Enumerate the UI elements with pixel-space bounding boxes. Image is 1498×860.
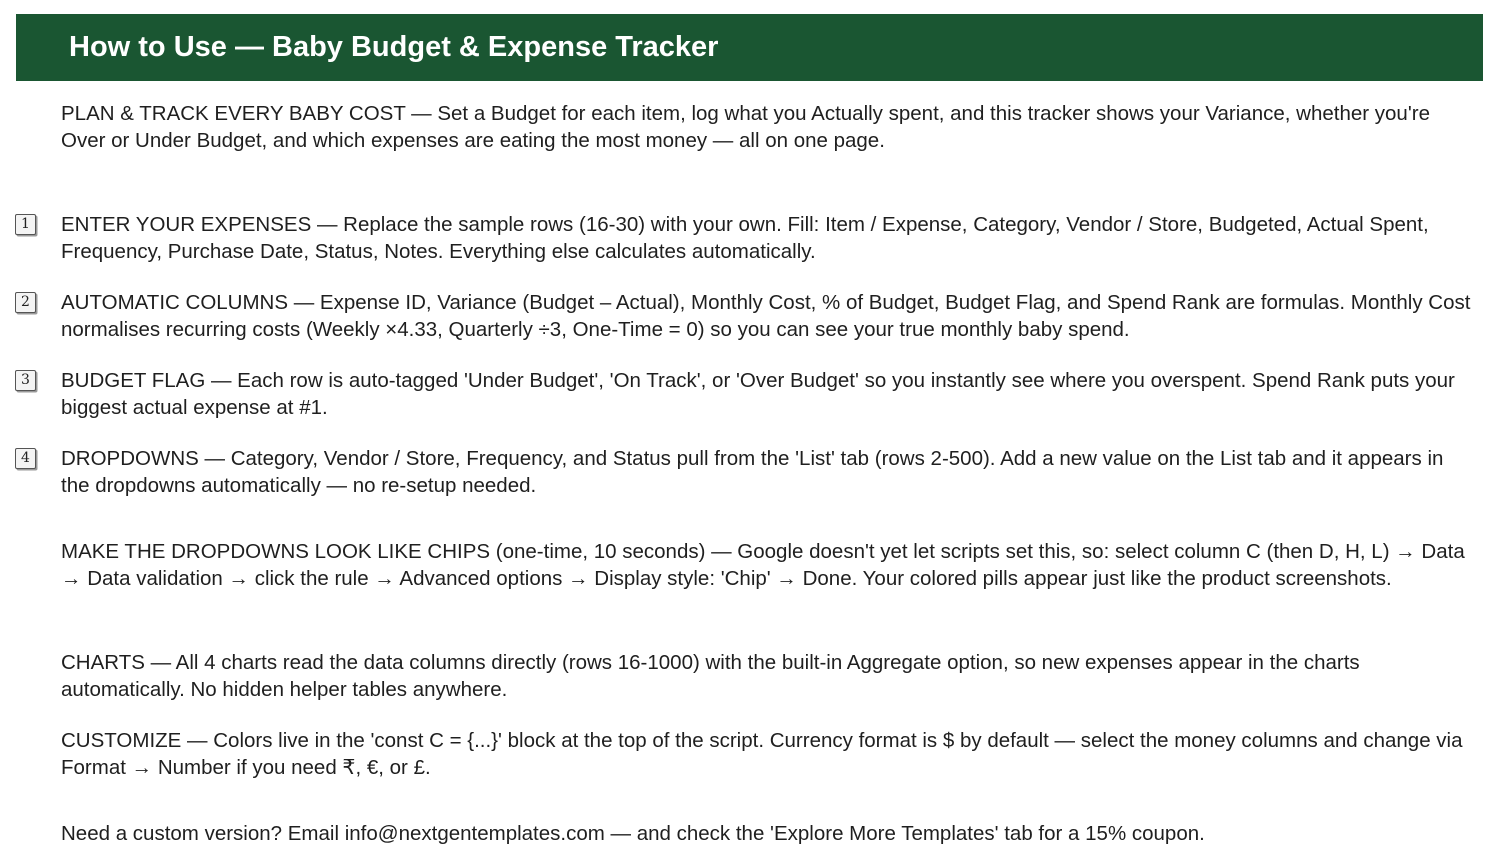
chips-note: MAKE THE DROPDOWNS LOOK LIKE CHIPS (one-time, 10 seconds) — Google doesn't yet let scripts set this, so: select column C (then D, H, L) → Data → Data validation → click the rule → Advanced options → Display style: 'Chip' → Done. Your colored pills appear just like the product screenshots. (61, 540, 1465, 590)
charts-note: CHARTS — All 4 charts read the data columns directly (rows 16-1000) with the built-in Aggregate option, so new expenses appear in the charts automatically. No hidden helper tables anywhere. (61, 651, 1360, 701)
step-2-badge-icon: 2 (15, 292, 36, 313)
step-3-badge-icon: 3 (15, 370, 36, 391)
intro-text: PLAN & TRACK EVERY BABY COST — Set a Budget for each item, log what you Actually spent, and this tracker shows your Variance, whether you're Over or Under Budget, and which expenses are eating the most money — all on one page. (61, 102, 1430, 152)
step-3-text: BUDGET FLAG — Each row is auto-tagged 'Under Budget', 'On Track', or 'Over Budget' so you instantly see where you overspent. Spend Rank puts your biggest actual expense at #1. (61, 369, 1455, 419)
header-bar (16, 14, 1483, 81)
step-1-text: ENTER YOUR EXPENSES — Replace the sample rows (16-30) with your own. Fill: Item / Expense, Category, Vendor / Store, Budgeted, Actual Spent, Frequency, Purchase Date, Status, Notes. Everything else calculates automatically. (61, 213, 1429, 263)
step-4-text: DROPDOWNS — Category, Vendor / Store, Frequency, and Status pull from the 'List' tab (rows 2-500). Add a new value on the List tab and it appears in the dropdowns automatically — no re-setup needed. (61, 447, 1444, 497)
page-title: How to Use — Baby Budget & Expense Tracker (69, 31, 719, 63)
contact-note: Need a custom version? Email info@nextgentemplates.com — and check the 'Explore More Templates' tab for a 15% coupon. (61, 822, 1205, 845)
step-4-badge-icon: 4 (15, 448, 36, 469)
customize-note: CUSTOMIZE — Colors live in the 'const C = {...}' block at the top of the script. Currency format is $ by default — select the money columns and change via Format → Number if you need ₹, €, or £. (61, 729, 1463, 779)
step-1-badge-icon: 1 (15, 214, 36, 235)
step-2-text: AUTOMATIC COLUMNS — Expense ID, Variance (Budget – Actual), Monthly Cost, % of Budget, Budget Flag, and Spend Rank are formulas. Monthly Cost normalises recurring costs (Weekly ×4.33, Quarterly ÷3, One-Time = 0) so you can see your true monthly baby spend. (61, 291, 1471, 341)
